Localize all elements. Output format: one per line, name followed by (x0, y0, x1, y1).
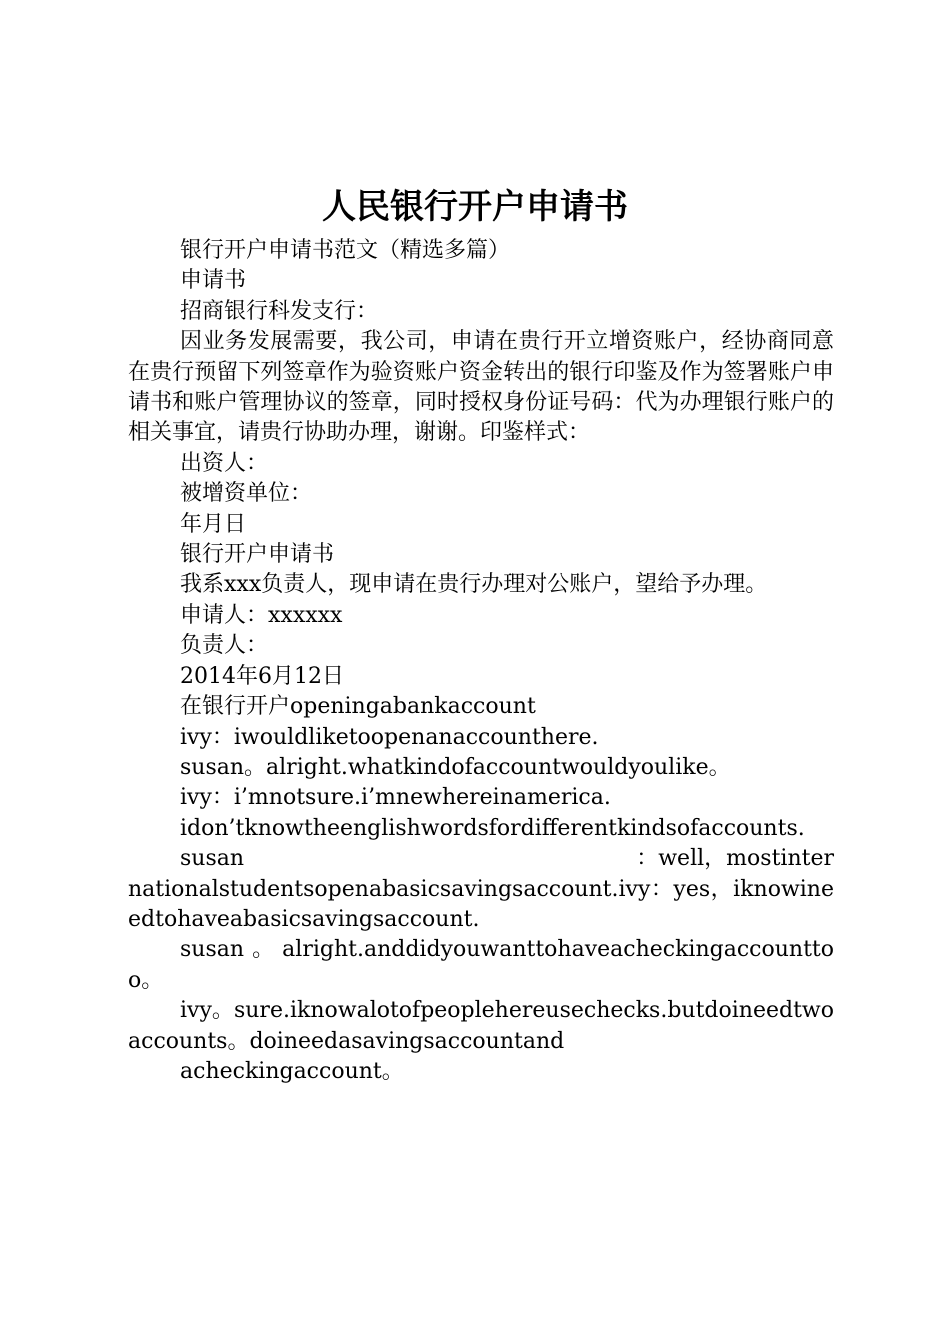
document-title: 人民银行开户申请书 (322, 187, 628, 227)
paragraph: 在银行开户openingabankaccount (180, 694, 536, 720)
paragraph: 银行开户申请书范文（精选多篇） (180, 238, 511, 263)
paragraph: 被增资单位： (180, 481, 313, 507)
paragraph: idon’tknowtheenglishwordsfordifferentkindsofaccounts. (180, 815, 805, 841)
paragraph: acheckingaccount。 (180, 1058, 404, 1084)
paragraph: 2014年6月12日 (180, 663, 344, 689)
paragraph: ivy。sure.iknowalotofpeoplehereusechecks.butdoineedtwoaccounts。doineedasavingsaccountand (128, 998, 834, 1054)
paragraph: 申请人：xxxxxx (180, 602, 343, 628)
paragraph: 申请书 (180, 268, 247, 294)
paragraph: susan ：well，mostinternationalstudentsopenabasicsavingsaccount.ivy：yes，iknowineedtohaveabasicsavingsaccount. (128, 846, 834, 932)
paragraph: 因业务发展需要，我公司，申请在贵行开立增资账户，经协商同意在贵行预留下列签章作为验资账户资金转出的银行印鉴及作为签署账户申请书和账户管理协议的签章，同时授权身份证号码：代为办理银行账户的相关事宜，请贵行协助办理，谢谢。印鉴样式： (128, 329, 834, 446)
paragraph: susan。alright.whatkindofaccountwouldyoulike。 (180, 754, 731, 780)
paragraph: 年月日 (180, 511, 247, 537)
paragraph: ivy：iwouldliketoopenanaccounthere. (180, 724, 599, 750)
paragraph: ivy：i’mnotsure.i’mnewhereinamerica. (180, 785, 611, 811)
paragraph: 负责人： (180, 633, 269, 659)
paragraph: 我系xxx负责人，现申请在贵行办理对公账户，望给予办理。 (180, 572, 768, 598)
paragraph: 招商银行科发支行： (180, 298, 379, 324)
paragraph: 银行开户申请书 (180, 542, 335, 568)
paragraph: susan。alright.anddidyouwanttohaveacheckingaccounttoo。 (128, 937, 834, 993)
paragraph: 出资人： (180, 450, 269, 476)
document-body (128, 236, 834, 1087)
